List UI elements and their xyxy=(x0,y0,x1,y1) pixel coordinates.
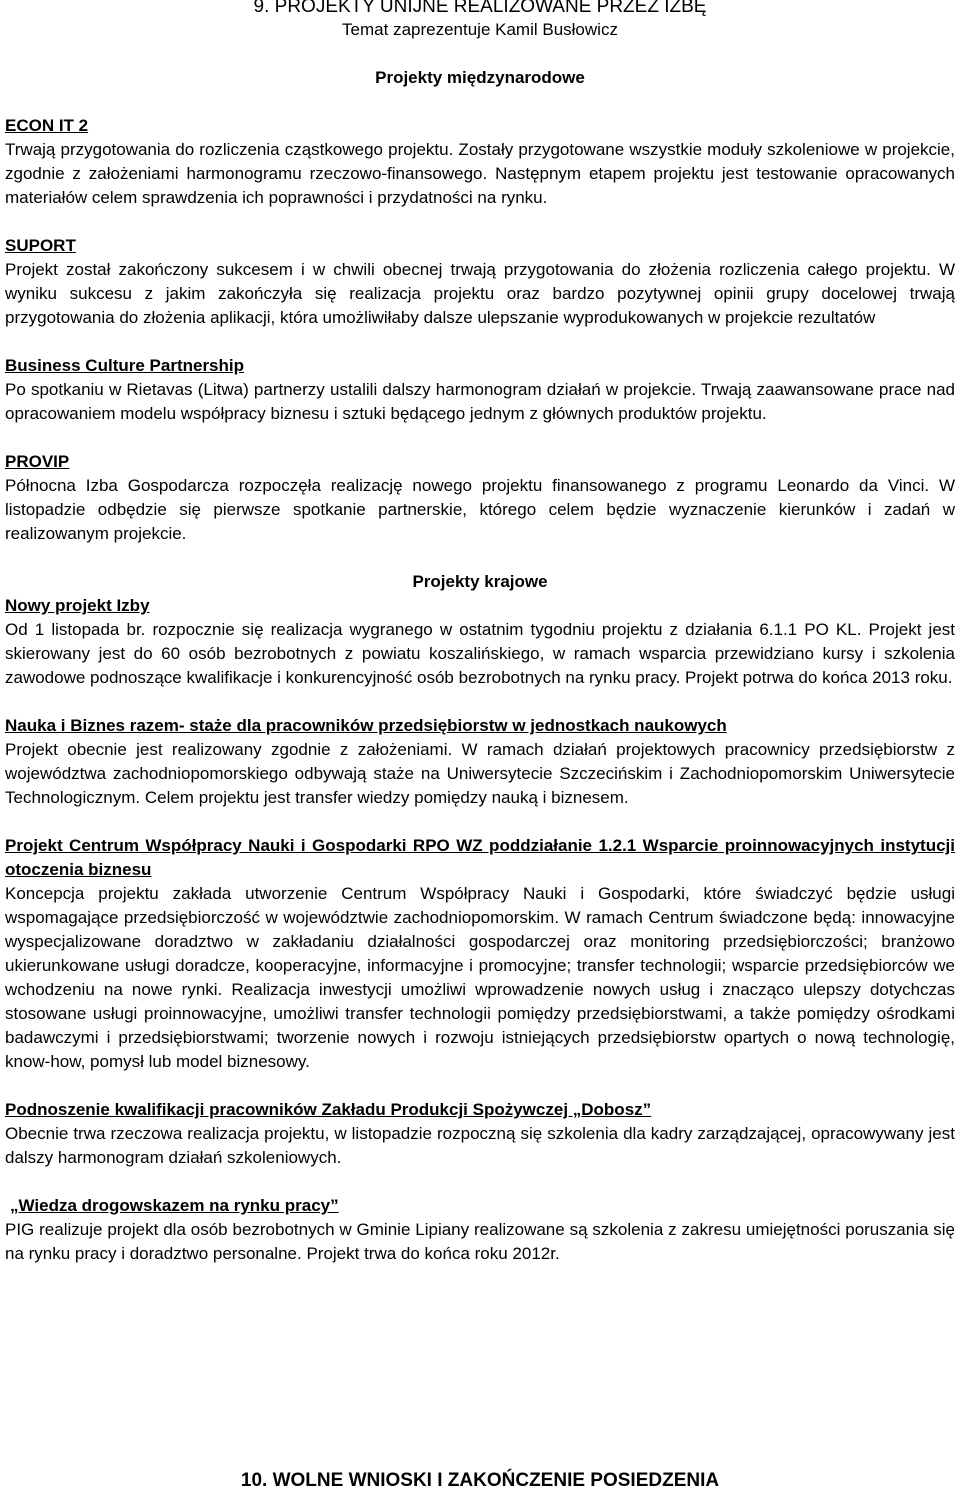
project-title: Podnoszenie kwalifikacji pracowników Zakładu Produkcji Spożywczej „Dobosz” xyxy=(5,1100,652,1119)
project-centrum-wspolpracy xyxy=(5,834,955,1074)
project-title: ECON IT 2 xyxy=(5,116,89,135)
project-dobosz xyxy=(5,1098,955,1170)
project-nowy-projekt-izby xyxy=(5,594,955,690)
project-description: Obecnie trwa rzeczowa realizacja projektu, w listopadzie rozpoczną się szkolenia dla kadry zarządzającej, opracowywany jest dalszy harmonogram działań szkoleniowych. xyxy=(5,1124,955,1167)
project-title: Projekt Centrum Współpracy Nauki i Gospodarki RPO WZ poddziałanie 1.2.1 Wsparcie proinnowacyjnych instytucji otoczenia biznesu xyxy=(5,836,955,879)
project-title: Nowy projekt Izby xyxy=(5,596,150,615)
presenter-line: Temat zaprezentuje Kamil Busłowicz xyxy=(342,20,618,39)
project-title: SUPORT xyxy=(5,236,76,255)
project-title: „Wiedza drogowskazem na rynku pracy” xyxy=(10,1196,339,1215)
project-title: PROVIP xyxy=(5,452,70,471)
project-description: Północna Izba Gospodarcza rozpoczęła realizację nowego projektu finansowanego z programu Leonardo da Vinci. W listopadzie odbędzie się pierwsze spotkanie partnerskie, którego celem będzie wyznaczenie kierunków i zadań w realizowanym projekcie. xyxy=(5,476,955,543)
project-description: Projekt obecnie jest realizowany zgodnie z założeniami. W ramach działań projektowych pracownicy przedsiębiorstw z województwa zachodniopomorskiego odbywają staże na Uniwersytecie Szczecińskim i Zachodniopomorskim Uniwersytecie Technologicznym. Celem projektu jest transfer wiedzy pomiędzy nauką i biznesem. xyxy=(5,740,955,807)
project-wiedza-drogowskazem xyxy=(5,1194,955,1266)
project-title: Business Culture Partnership xyxy=(5,356,245,375)
project-description: Od 1 listopada br. rozpocznie się realizacja wygranego w ostatnim tygodniu projektu z działania 6.1.1 PO KL. Projekt jest skierowany jest do 60 osób bezrobotnych z powiatu koszalińskiego, w ramach wsparcia przewidziano kursy i szkolenia zawodowe podnoszące kwalifikacje i konkurencyjność osób bezrobotnych na rynku pracy. Projekt potrwa do końca 2013 roku. xyxy=(5,620,955,687)
project-econ-it-2 xyxy=(5,114,955,210)
project-description: Koncepcja projektu zakłada utworzenie Centrum Współpracy Nauki i Gospodarki, które świadczyć będzie usługi wspomagające przedsiębiorczość w województwie zachodniopomorskim. W ramach Centrum świadczone będą: innowacyjne wyspecjalizowane doradztwo w zakładaniu działalności gospodarczej oraz monitoring przedsiębiorczości; branżowo ukierunkowane usługi doradcze, kooperacyjne, informacyjne i promocyjne; transfer technologii; wsparcie przedsiębiorców we wchodzeniu na nowe rynki. Realizacja inwestycji umożliwi wprowadzenie nowych usług i znacząco ulepszy dotychczas stosowane usługi proinnowacyjne, umożliwi transfer technologii pomiędzy przedsiębiorstwami, a także pomiędzy ośrodkami badawczymi i przedsiębiorstwami; tworzenie nowych i rozwoju istniejących przedsiębiorstw opartych o nową technologię, know-how, pomysł lub model biznesowy. xyxy=(5,884,955,1071)
project-nauka-i-biznes xyxy=(5,714,955,810)
project-title: Nauka i Biznes razem- staże dla pracowników przedsiębiorstw w jednostkach naukowych xyxy=(5,716,727,735)
project-description: Projekt został zakończony sukcesem i w chwili obecnej trwają przygotowania do złożenia rozliczenia całego projektu. W wyniku sukcesu z jakim zakończyła się realizacja projektu oraz bardzo pozytywnej opinii grupy docelowej trwają przygotowania do złożenia aplikacji, która umożliwiłaby dalsze ulepszanie wyprodukowanych w projekcie rezultatów xyxy=(5,260,955,327)
project-description: Po spotkaniu w Rietavas (Litwa) partnerzy ustalili dalszy harmonogram działań w projekcie. Trwają zaawansowane prace nad opracowaniem modelu współpracy biznesu i sztuki będącego jednym z głównych produktów projektu. xyxy=(5,380,955,423)
project-suport xyxy=(5,234,955,330)
project-description: Trwają przygotowania do rozliczenia cząstkowego projektu. Zostały przygotowane wszystkie moduły szkoleniowe w projekcie, zgodnie z założeniami harmonogramu rzeczowo-finansowego. Następnym etapem projektu jest testowanie opracowanych materiałów celem sprawdzenia ich poprawności i przydatności na rynku. xyxy=(5,140,955,207)
project-description: PIG realizuje projekt dla osób bezrobotnych w Gminie Lipiany realizowane są szkolenia z zakresu umiejętności poruszania się na rynku pracy i doradztwo personalne. Projekt trwa do końca roku 2012r. xyxy=(5,1220,955,1263)
project-provip xyxy=(5,450,955,546)
section-title: 9. PROJEKTY UNIJNE REALIZOWANE PRZEZ IZBĘ xyxy=(253,0,707,17)
project-business-culture-partnership xyxy=(5,354,955,426)
domestic-heading: Projekty krajowe xyxy=(412,572,548,591)
international-heading: Projekty międzynarodowe xyxy=(375,68,585,87)
next-section-title: 10. WOLNE WNIOSKI I ZAKOŃCZENIE POSIEDZENIA xyxy=(240,1470,720,1491)
